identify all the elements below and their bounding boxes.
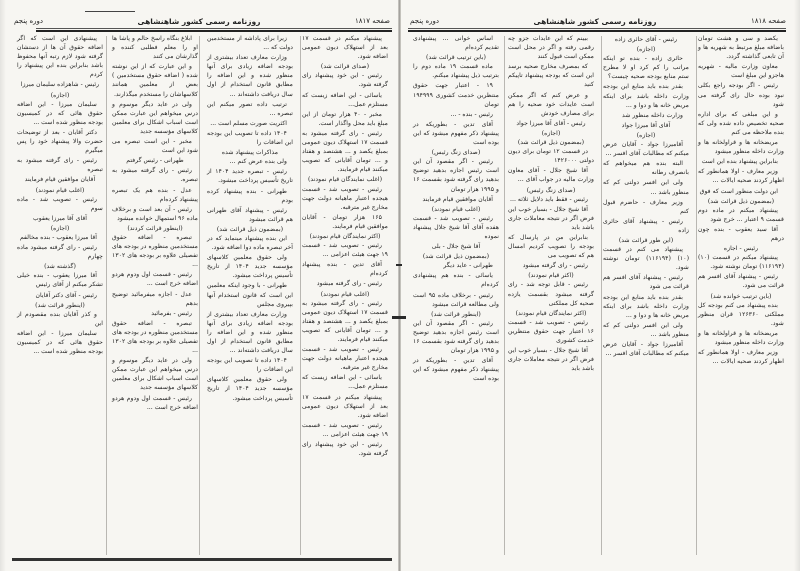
paragraph: رئیس - پیشنهاد آقای افسر هم قرائت می شود. <box>698 273 784 290</box>
paragraph: زیرا برای پاداشه از مستخدمین دولت که ... <box>207 35 293 52</box>
paragraph: در قسمت ۱۲ تومان برای دیون دولتی ۱۴۲۶۰۰۰ <box>508 148 594 165</box>
paragraph: رئیس - قابل توجه شد - رای گرفته میشود بقسمت یازده صحیه کل مملکتی <box>508 281 594 307</box>
stage-direction: (اجازه) <box>50 224 70 232</box>
column-4 <box>408 34 503 557</box>
paragraph: رئیس - تصویب شد - ماده سوم <box>17 195 103 212</box>
paragraph: رئیس - تصویب شد - قسمت ۱۶ اعتبار جهت حقوق منتظرین خدمت کشوری <box>508 318 594 344</box>
paragraph: ولی این افسر دولتی کم که منظور باشد ... <box>603 321 689 338</box>
paragraph: حائری زاده - بنده تو اینکه مراتب را کم کرد او لا مطرح ستم منابع بودجه صحیه چیست؟ <box>603 55 689 81</box>
paragraph: سلیمان میرزا - این اضافه حقوق هائی که در کمیسیون بودجه منظور شده است ... <box>17 100 103 126</box>
header-rule-thick <box>36 30 392 32</box>
stage-direction: (اینطور قرائت کردند) <box>127 224 183 232</box>
column-4 <box>12 34 107 557</box>
speaker-line: آقایان موافقین قیام فرمایند <box>24 176 96 184</box>
speaker-line: طهرانی - رئیس گرفتم <box>126 157 184 165</box>
stage-direction: (صدای زنگ رئیس) <box>431 149 481 157</box>
paragraph: بنابراین من در پارسال که بودجه را تصویب کردیم امسال هم که تصویب می <box>508 233 594 260</box>
center-fold <box>398 0 401 571</box>
paragraph: پیشنهاد میکنم در قسمت ۱۷ بعد از استهلاک دیون عمومی اضافه شود. <box>302 35 388 61</box>
paragraph: ۱۶۵ هزار تومان - آقایان موافقین قیام فرمایند. <box>302 213 388 230</box>
paragraph: ماده قسمت ۱۹ ماده دوم را بترتیب ذیل پیشنهاد میکنم. <box>413 63 499 80</box>
stage-direction: (باین ترتیب خوانده شد) <box>710 292 772 300</box>
speaker-line: رئیس - شاهزاده سلیمان میرزا <box>20 81 100 89</box>
paragraph: رئیس - قسمت اول ودوم هردو اضافه خرج است ... <box>112 394 198 411</box>
paragraph: تبصره - اضافه حقوق مستخدمین منظوره در بودجه های تفصیلی علاوه بر بودجه های ۱۳۰۲ ... <box>112 319 198 355</box>
paragraph: رئیس - بنده - ... <box>450 110 493 118</box>
stage-direction: (صدای زنگ رئیس) <box>526 186 576 194</box>
publication-title: روزنامه رسمی کشور شاهنشاهی <box>137 16 261 26</box>
paragraph: رئیس - تبصره جدید ۱۴۰۴ از تاریخ تأسیس پرداخت میشود. <box>207 168 293 185</box>
paragraph: و کذر آقایان بنده مقصودم از این <box>17 310 103 327</box>
stage-direction: مذاکرات پیشنهاد شده <box>221 149 279 157</box>
paragraph: رئیس - تصویب شد - قسمت هفده آقای آقا شیخ جلال پیشنهاد نموده <box>413 214 499 240</box>
paragraph: رئیس - تصویب شد - قسمت ۱۹ جهت هیئت اعزامی ... <box>302 421 388 438</box>
page-edge-shadow <box>794 0 800 571</box>
paragraph: رئیس - برخلاف ماده ۹۵ است ولی مطالعه قرائت میشود <box>413 291 499 308</box>
scan-artifact <box>396 264 402 266</box>
paragraph: ولی این افسر دولتی کم که منظور باشد ... <box>603 179 689 196</box>
paragraph: آقامیرزا جواد - آقایان عرض میکنم که مطالبات آقای افسر ... <box>603 341 689 358</box>
paragraph: رئیس - رای گرفته میشود به تبصره. <box>112 167 198 184</box>
paragraph: پیشنهاد میکنم در ماده دوم قسمت ۹ اعتبار ... خرج شود <box>698 206 784 223</box>
paragraph: وزارت معارف تعداد بیشتری از بودجه اضافه زیادی برای آنها منظور شده و این اضافه را مطابق قانون استخدام از اول سال دریافت داشته‌اند ... <box>207 310 293 355</box>
stage-direction: (اجازه) <box>541 129 561 137</box>
paragraph: آقا شیخ جلال - آقای معاون وزارت مالیه در جواب آقای ... <box>508 167 594 184</box>
column-2 <box>202 34 297 557</box>
stage-direction: (اغلب قیام نمودند) <box>431 205 481 213</box>
paragraph: معاون وزارت مالیه - شهریه هاجزو این مبلغ است <box>698 63 784 80</box>
paragraph: ولی حقوق معلمین کلاسهای مؤسسه جدید ۱۴۰۴ از تاریخ تأسیس پرداخت میشود. <box>207 254 294 280</box>
paragraph: ۱۹ - اعتبار جهت حقوق منتظرین خدمت کشوری ۱۹۴۹۹۹ تومان <box>413 82 499 108</box>
paragraph: پیشنهاد می کنم در قسمت (۱۰) (۱۱۶۱۹۴) تومان نوشته شود. <box>603 246 689 272</box>
page-edge-shadow <box>0 0 6 571</box>
stage-direction: (باین ترتیب قرائت شد) <box>426 54 486 62</box>
paragraph: یکصد و سی و هشت تومان باضافه مبلغ مرتبط به شهریه ها و آن تابعی گذاشته گردد. <box>698 35 784 61</box>
paragraph: وزیر معارف - اولا همانطور که اظهار کردند صحیه ایالات ... <box>698 349 784 366</box>
footer-rule <box>12 558 392 561</box>
paragraph: آقایان موافقین قیام فرمایند <box>422 195 493 203</box>
paragraph: رئیس - رای گرفته میشود ماده چهارم <box>17 244 103 261</box>
paragraph: بنده پیشنهاد می کنم بودجه کل مملکتی ۱۲۶۳۶۰ قران منظور شود. <box>698 301 784 327</box>
paragraph: آقای تدین - بطوریکه در پیشنهاد ذکر مفهوم میشود که این بوده است <box>413 357 499 383</box>
stage-direction: (اغلب قیام نمودند) <box>35 186 85 194</box>
paragraph: وزیر معارف - اولا همانطور که اظهار کردند صحیه ایالات ... <box>698 168 784 185</box>
header-rule-thick <box>408 30 786 32</box>
paragraph: بقدر بنده باید منابع این بودجه وزارت داخله باشد برای اینکه مریض خانه ها و دوا و ... <box>603 83 689 109</box>
paragraph: البته بنده هم میخواهم که بانصرف رطانه <box>603 160 689 177</box>
paragraph: بنابراین پیشنهاد بنده این است <box>701 158 778 166</box>
stage-direction: (بمضمون ذیل قرائت شد) <box>422 253 490 261</box>
left-page-columns <box>12 34 392 557</box>
paragraph: مخبر - این است تبصره می شود این است <box>112 138 198 155</box>
paragraph: رئیس - اگر مقصود آن این است رئیس اجازه بدهید توضیح بدهید رای گرفته شود بقسمت ۱۶ و ۱۹۹۵ هزار تومان <box>413 319 499 355</box>
paragraph: رئیس - اگر مقصود آن این است رئیس اجازه بدهید توضیح بدهید رای گرفته شود بقسمت ۱۶ و ۱۹۹۵ هزار تومان <box>413 158 499 193</box>
paragraph: تبصره - اضافه حقوق مستخدمین منظوره در بودجه های تفصیلی علاوه بر بودجه های ۱۳۰۲ ... <box>112 233 198 269</box>
stage-direction: (بمضمون ذیل قرائت شد) <box>707 197 775 205</box>
paragraph: این بنده پیشنهاد مینماید که در آخر تبصره ماده دوا اضافه شود. <box>207 234 293 252</box>
paragraph: ولی حقوق معلمین کلاسهای مؤسسه جدید ۱۴۰۴ از تاریخ تأسیس پرداخت میشود. <box>207 376 294 402</box>
column-3 <box>503 34 598 557</box>
paragraph: رئیس - بفرمائید <box>151 309 192 317</box>
right-page <box>400 0 800 571</box>
right-page-columns <box>408 34 788 557</box>
stage-direction: (اجازه) <box>636 131 656 139</box>
paragraph: آقای تدین - بطوریکه در پیشنهاد ذکر مفهوم میشود که این بوده است <box>413 120 499 147</box>
term-label: دوره پنجم <box>14 17 44 25</box>
stage-direction: (اجازه) <box>636 46 656 54</box>
paragraph: پیشنهاد میکنم در قسمت ۱۷ بعد از استهلاک دیون عمومی اضافه شود. <box>302 393 388 419</box>
paragraph: آقا شیخ جلال - بسیار خوب این فرض اگر در نتیجه معاملات جاری باشد باید <box>508 205 594 231</box>
paragraph: طهرانی - بنده پیشنهاد کرده بودم <box>207 187 293 204</box>
stage-direction: (اغلب قیام نمودند) <box>320 290 370 298</box>
speaker-line: آقای آقا میرزا یعقوب <box>32 214 88 222</box>
stage-direction: رئیس - اجازه <box>723 245 759 253</box>
page-number: صفحه ۱۸۱۷ <box>354 17 390 25</box>
stage-direction: (اینطور قرائت شد) <box>35 301 85 309</box>
column-2 <box>598 34 693 557</box>
paragraph: اکثریت صورت مسلم است ... <box>210 119 287 127</box>
paragraph: بقدر بنده باید منابع این بودجه وزارت داخله باشد برای اینکه مریض خانه ها و دوا و ... <box>603 293 689 319</box>
speaker-line: رئیس - آقای آقا میرزا جواد <box>516 119 586 127</box>
paragraph: مخبر - ۴۰ هزار تومان از این مبلغ باید محل واگذار است. <box>302 110 388 127</box>
paragraph: ۱۴۰۴ داده تا تصویب این بودجه این اضافات را <box>207 129 293 147</box>
paragraph: وزیر معارف - حاضرم قبول کنم <box>603 198 689 215</box>
paragraph: ۱۴۰۴ داده تا تصویب این بودجه این اضافات را <box>207 357 293 374</box>
speaker-line: آقای آقا میرزا جواد <box>621 121 671 129</box>
column-1 <box>693 34 788 557</box>
scan-artifact <box>392 316 406 319</box>
paragraph: ابلاغ بنگاه راسخ حالم و پاشا ها او را معلم فطلبی کننده و گذارشان می کنند <box>112 35 198 61</box>
speaker-line: آقا شیخ جلال - بلی <box>431 243 481 251</box>
paragraph: و عرض کنم که اگر ممکن است عایدات خود صحیه را هم برای مصارف خودش <box>508 91 594 117</box>
page-number: صفحه ۱۸۱۸ <box>750 17 786 25</box>
paragraph: یاسائی - این اضافه زیست که مستلزم عمل... <box>302 91 388 108</box>
paragraph: رئیس - رای گرفته میشود به تبصره <box>17 157 103 174</box>
stage-direction: (اکثر قیام نمودند) <box>528 272 574 280</box>
paragraph: رئیس - تصویب شد - قسمت هیجده اعتبار ماهیانه دولت جهت مخارج غیر مترقبه. <box>302 346 388 372</box>
stage-direction: (گذشته شد) <box>44 263 76 271</box>
paragraph: مریضخانه ها و قراولخانه ها و وزارت داخله منظور میشود <box>698 139 784 156</box>
stage-direction: (اکثر نمایندگان قیام نمودند) <box>515 309 587 317</box>
stage-direction: (اجازه) <box>50 91 70 99</box>
paragraph: و این مبلغی که برای اداره صحیه تخصیص داده شده ولی که بنده ملاحظه می کنم <box>698 110 784 136</box>
paragraph: عدل - بنده هم یک تبصره پیشنهاد کرده‌ام <box>112 186 198 203</box>
stage-direction: (اکثر نمایندگان قیام نمودند) <box>309 232 381 240</box>
paragraph: ولی در عاید دیگر موسوم و درس میخواهم این عبارت ممکن است اسباب اشکال برای معلمین کلاسهای مؤسسه جدید <box>112 357 198 392</box>
paragraph: ولی در عاید دیگر موسوم و درس میخواهم این عبارت ممکن است اسباب اشکال برای معلمین کلاسهای مؤسسه جدید <box>112 100 198 135</box>
header-rule-thin <box>408 28 786 29</box>
left-page-masthead <box>14 14 390 28</box>
publication-title: روزنامه رسمی کشور شاهنشاهی <box>533 16 657 26</box>
paragraph: مریضخانه ها و قراولخانه ها و وزارت داخله منظور میشود <box>698 329 784 346</box>
paragraph: رئیس - تصویب شد - قسمت ۱۹ جهت هیئت اعزامی ... <box>302 242 388 259</box>
paragraph: بیینم که این عایدات جزو چه رقمی رفته و اگر در محل است ممکن است قبول کنند <box>508 35 594 61</box>
paragraph: این دولت منظور است که فوق <box>699 187 778 195</box>
paragraph: ترتیب داده تصور میکنم این تبصره ... <box>207 100 293 117</box>
paragraph: رئیس - این خود پیشنهاد رای گرفته شود. <box>302 441 388 458</box>
paragraph: وزارت داخله منظور شد <box>622 111 683 119</box>
paragraph: رئیس - فقط باید دلایل ثلاثه ... <box>510 195 588 203</box>
paragraph: آقای تدین - بنده پیشنهاد کرده‌ام <box>302 261 388 278</box>
paragraph: عدل - اجازه میفرمائید توضیح بدهم <box>112 290 198 307</box>
paragraph: رئیس - پیشنهاد آقای افسر هم قرائت می شود <box>603 274 689 291</box>
stage-direction: (صدای قرائت شد) <box>320 63 370 71</box>
paragraph: آقا سید یعقوب - بنده چون درهم <box>698 225 784 242</box>
right-page-masthead <box>410 14 786 28</box>
paragraph: سلیمان میرزا - این اضافه حقوق هائی که در کمیسیون بودجه منظور شده است ... <box>17 329 103 356</box>
paragraph: و این عبارت که از این نوشته شده ( اضافه حقوق مستخدمین ) بعض از معلمین همانند کلاسهاشان را مستخدم میگذارند. <box>112 63 198 98</box>
paragraph: رئیس - رای گرفته میشود به قسمت ۱۷ استهلاک دیون عمومی بمبلغ یکصد و ... هشتصد و هفتاد و ... تومان آقایانی که تصویب میکنند قیام فرمایند. <box>302 129 388 174</box>
paragraph: آقا میرزا یعقوب - بنده خیلی تشکر میکنم از آقای رئیس <box>17 272 103 289</box>
paragraph: رئیس - آقای دکتر آقایان <box>35 291 97 299</box>
paragraph: رئیس - رای گرفته میشود به قسمت ۱۷ استهلاک دیون عمومی بمبلغ یکصد و ... هشتصد و هفتاد و ... تومان آقایانی که تصویب میکنند قیام فرمایند. <box>302 299 388 343</box>
paragraph: آقا شیخ جلال - بسیار خوب این فرض اگر در نتیجه معاملات جاری باشد باید <box>508 347 594 373</box>
speaker-line: رئیس - آقای حائری زاده <box>614 36 678 43</box>
paragraph: رئیس - تصویب شد - قسمت هیجده اعتبار ماهیانه دولت جهت مخارج غیر مترقبه. <box>302 185 388 211</box>
paragraph: رئیس - رای گرفته میشود <box>316 280 382 288</box>
paragraph: وزارت معارف تعداد بیشتری از بودجه اضافه زیادی برای آنها منظور شده و این اضافه را مطابق قانون استخدام از اول سال دریافت داشته‌اند ... <box>207 54 293 98</box>
stage-direction: (این طور قرائت شد) <box>618 236 674 244</box>
paragraph: رئیس - اگر بودجه راجع بکلی نبود بوده حال رای گرفته می شود <box>698 82 784 108</box>
paragraph: پیشنهاد میکنم در قسمت (۱۰) (۱۱۶۱۹۴) تومان نوشته شود. <box>698 254 784 271</box>
paragraph: رئیس - آن بعد است و برخلاف ماده ۹۶ استمهال خوانده میشود <box>112 205 198 222</box>
stage-direction: (بمضمون ذیل قرائت شد) <box>216 225 284 233</box>
paragraph: رئیس - رای گرفته میشود <box>522 262 588 270</box>
stage-direction: (بمضمون ذیل قرائت شد) <box>517 139 585 147</box>
stage-direction: (اینطور قرائت شد) <box>431 310 481 318</box>
paragraph: پیشنهادی این است که اگر اضافه حقوق آن ها از دستشان گرفته شود لازم رتبه آنها محفوظ باشد بنابراین بنده این پیشنهاد را کردم <box>17 35 103 79</box>
paragraph: آقامیرزا جواد - آقایان عرض میکنم که مطالبات آقای افسر ... <box>603 141 689 158</box>
paragraph: رئیس - پیشنهاد آقای طهرانی هم قرائت میشود <box>207 206 293 223</box>
paragraph: آقا میرزا یعقوب - بنده مخالفم <box>19 233 97 241</box>
paragraph: اساس خوانی ... پیشنهادی تقدیم کرده‌ام <box>413 35 499 52</box>
header-rule-thin <box>36 28 392 29</box>
paragraph: دکتر آقایان - بعد از توضیحات حضرت والا پیشنهاد خود را پس میگیرم <box>17 128 103 155</box>
paragraph: رئیس - پیشنهاد آقای حائری زاده <box>603 217 689 234</box>
column-3 <box>107 34 202 557</box>
paragraph: طهرانی - عاید دیگر <box>443 262 493 270</box>
decorative-rule <box>85 11 135 12</box>
paragraph: که بمصرف مخارج صحیه برسد این است که بودجه پیشنهاد تاپیکم کنید <box>508 63 594 89</box>
paragraph: یاسائی - این اضافه زیست که مستلزم عمل... <box>302 374 388 391</box>
column-1 <box>297 34 392 557</box>
paragraph: رئیس - قسمت اول ودوم هردو اضافه خرج است ... <box>112 271 198 288</box>
paragraph: رئیس - این خود پیشنهاد رای گرفته شود. <box>302 72 388 89</box>
paragraph: طهرانی - با وجود اینکه معلمین این است که قانون استخدام آنها بپیروی مجلس <box>207 282 293 308</box>
paragraph: یاسائی - بنده هم پیشنهادی کرده‌ام <box>413 272 499 289</box>
term-label: دوره پنجم <box>410 17 440 25</box>
stage-direction: (اغلب نمایندگان قیام نمودند) <box>308 176 382 184</box>
paragraph: ولی بنده عرض کنم ... <box>229 158 287 166</box>
